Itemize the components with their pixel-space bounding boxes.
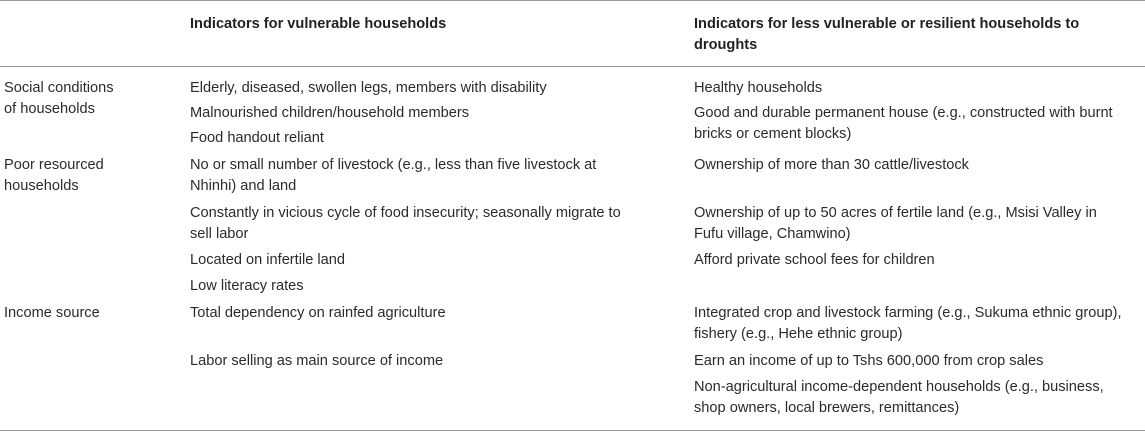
category-label: households — [4, 178, 79, 194]
table-top-rule — [0, 0, 1145, 1]
category-label: of households — [4, 101, 95, 117]
vulnerable-indicator: sell labor — [190, 226, 249, 242]
vulnerable-indicator: Low literacy rates — [190, 278, 304, 294]
resilient-indicator: bricks or cement blocks) — [694, 126, 852, 142]
header-resilient-indicators-line-1: Indicators for less vulnerable or resilient households to — [694, 16, 1080, 32]
vulnerable-indicator: Malnourished children/household members — [190, 105, 470, 121]
vulnerable-indicator: Nhinhi) and land — [190, 178, 297, 194]
category-label: Poor resourced — [4, 157, 104, 173]
resilient-indicator: Non-agricultural income-dependent households (e.g., business, — [694, 379, 1104, 395]
header-vulnerable-indicators: Indicators for vulnerable households — [190, 16, 447, 32]
resilient-indicator: Integrated crop and livestock farming (e.g., Sukuma ethnic group), — [694, 305, 1122, 321]
header-separator-rule — [0, 66, 1145, 67]
resilient-indicator: Good and durable permanent house (e.g., constructed with burnt — [694, 105, 1113, 121]
resilient-indicator: Ownership of more than 30 cattle/livestock — [694, 157, 969, 173]
header-resilient-indicators-line-2: droughts — [694, 37, 758, 53]
resilient-indicator: Afford private school fees for children — [694, 252, 935, 268]
resilient-indicator: Ownership of up to 50 acres of fertile land (e.g., Msisi Valley in — [694, 205, 1097, 221]
resilient-indicator: shop owners, local brewers, remittances) — [694, 400, 960, 416]
vulnerable-indicator: Constantly in vicious cycle of food insecurity; seasonally migrate to — [190, 205, 621, 221]
category-label: Social conditions — [4, 80, 114, 96]
vulnerable-indicator: Elderly, diseased, swollen legs, members with disability — [190, 80, 547, 96]
resilient-indicator: fishery (e.g., Hehe ethnic group) — [694, 326, 903, 342]
vulnerable-indicator: Food handout reliant — [190, 130, 324, 146]
vulnerable-indicator: Total dependency on rainfed agriculture — [190, 305, 446, 321]
vulnerable-indicator: No or small number of livestock (e.g., less than five livestock at — [190, 157, 597, 173]
resilient-indicator: Fufu village, Chamwino) — [694, 226, 851, 242]
resilient-indicator: Healthy households — [694, 80, 823, 96]
category-label: Income source — [4, 305, 100, 321]
table-bottom-rule — [0, 430, 1145, 431]
resilient-indicator: Earn an income of up to Tshs 600,000 from crop sales — [694, 353, 1044, 369]
vulnerable-indicator: Located on infertile land — [190, 252, 345, 268]
vulnerable-indicator: Labor selling as main source of income — [190, 353, 444, 369]
